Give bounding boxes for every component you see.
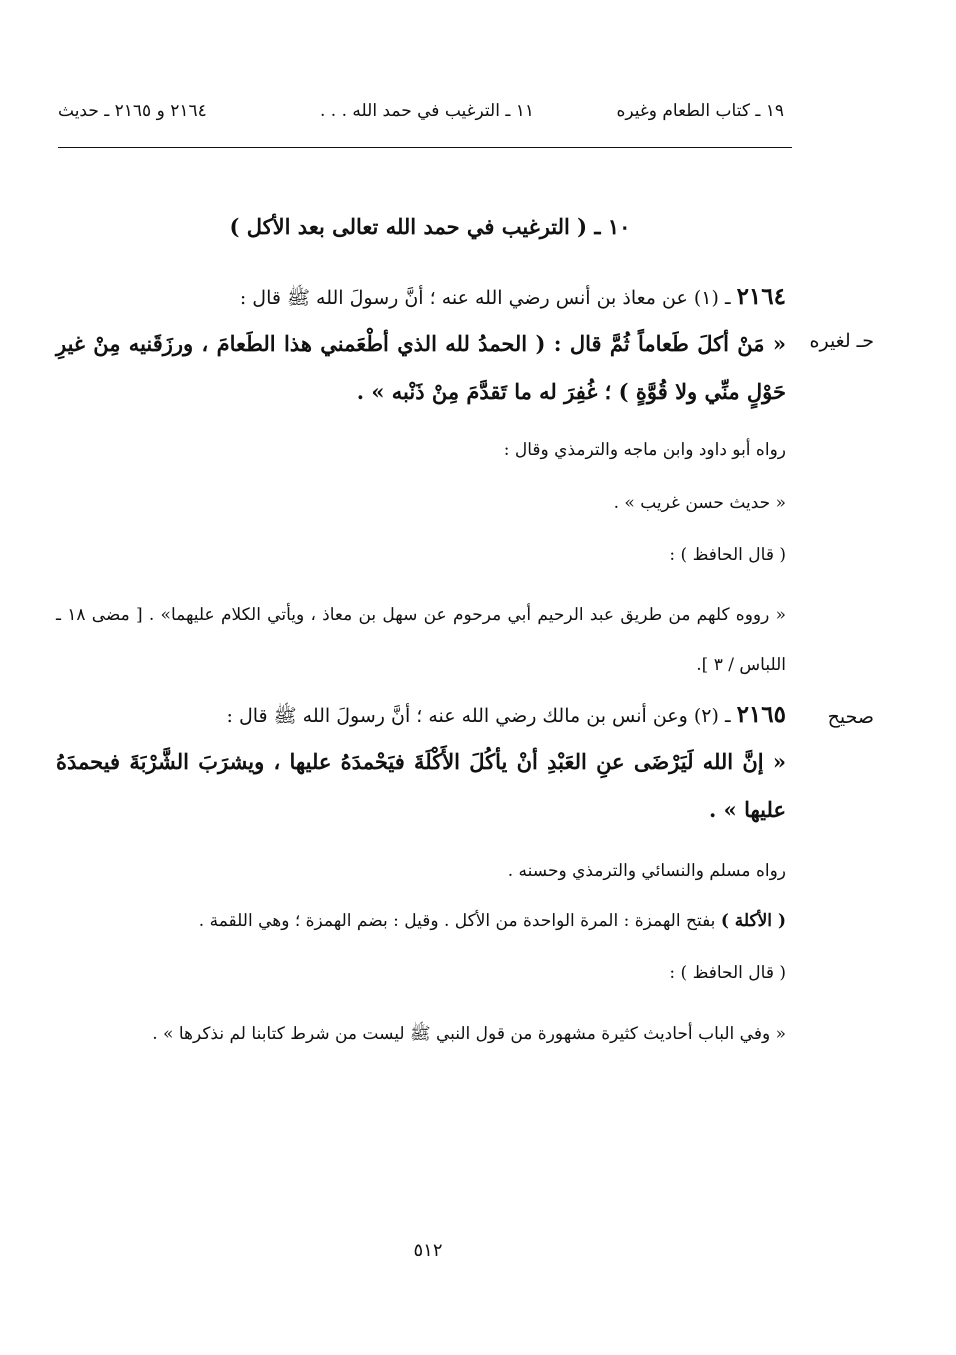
hadith-source-quote: « حديث حسن غريب » . (613, 493, 786, 513)
gloss-term: ( الأكلة ) (720, 911, 786, 931)
hafiz-heading: ( قال الحافظ ) : (669, 963, 786, 983)
gloss-text: بفتح الهمزة : المرة الواحدة من الأكل . وقيل : بضم الهمزة ؛ وهي اللقمة . (198, 911, 716, 931)
hadith-intro-text: ـ (٢) وعن أنس بن مالك رضي الله عنه ؛ أنَّ رسولَ الله ﷺ قال : (226, 705, 731, 727)
hafiz-commentary: « وفي الباب أحاديث كثيرة مشهورة من قول النبي ﷺ ليست من شرط كتابنا لم نذكرها » . (152, 1024, 786, 1044)
hadith-grade: صحيح (827, 706, 874, 728)
hadith-text: « إنَّ الله لَيَرْضَى عنِ العَبْدِ أنْ يأكُلَ الأَكْلَةَ فيَحْمدَهُ عليها ، ويشرَبَ الشَّرْبَةَ فيحمدَهُ عليها » . (56, 749, 786, 822)
page-number: ٥١٢ (413, 1240, 443, 1261)
hadith-text: « مَنْ أكلَ طَعاماً ثُمَّ قال : ( الحمدُ لله الذي أطْعَمني هذا الطَعامَ ، ورزَقَنيه مِنْ غيرِ حَوْلٍ منِّي ولا قُوَّةٍ ) ؛ غُفِرَ له ما تَقدَّمَ مِنْ ذَنْبه » . (56, 331, 786, 404)
hadith-number: ٢١٦٤ (736, 283, 786, 310)
header-divider (58, 147, 792, 148)
hafiz-heading: ( قال الحافظ ) : (669, 545, 786, 565)
hadith-number: ٢١٦٥ (736, 701, 786, 728)
hadith-grade: حـ لغيره (809, 330, 874, 352)
running-header-hadith-range: ٢١٦٤ و ٢١٦٥ ـ حديث (58, 101, 207, 121)
hadith-intro-text: ـ (١) عن معاذ بن أنس رضي الله عنه ؛ أنَّ رسولَ الله ﷺ قال : (239, 287, 731, 309)
hadith-intro (227, 700, 786, 731)
hadith-source: رواه مسلم والنسائي والترمذي وحسنه . (507, 861, 786, 881)
hafiz-commentary: « رووه كلهم من طريق عبد الرحيم أبي مرحوم عن سهل بن معاذ ، ويأتي الكلام عليهما» . [ مضى ١٨ ـ اللباس / ٣ ]. (56, 605, 786, 675)
section-title: ١٠ ـ ( الترغيب في حمد الله تعالى بعد الأكل ) (229, 214, 631, 239)
hadith-source: رواه أبو داود وابن ماجه والترمذي وقال : (503, 440, 786, 460)
gloss-line (199, 907, 786, 935)
running-header-book: ١٩ ـ كتاب الطعام وغيره (616, 101, 784, 121)
running-header-chapter: ١١ ـ الترغيب في حمد الله . . . (319, 101, 534, 121)
hadith-intro (240, 282, 786, 313)
